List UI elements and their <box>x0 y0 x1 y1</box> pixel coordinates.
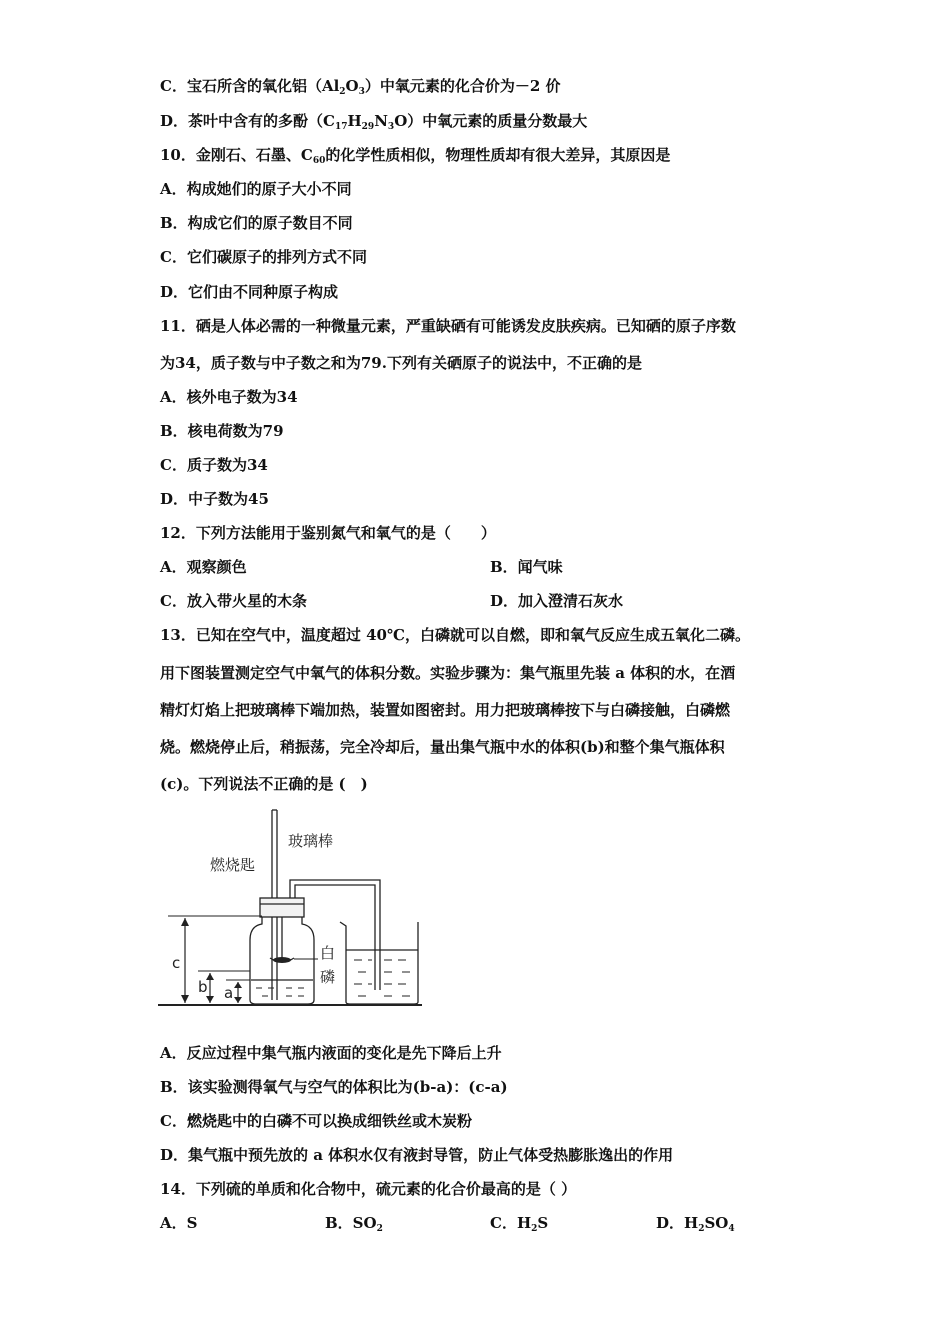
q14-stem: 14．下列硫的单质和化合物中，硫元素的化合价最高的是（ ） <box>160 1180 577 1198</box>
q13-stem-line5: (c)。下列说法不正确的是 ( ) <box>160 775 368 793</box>
q11-option-b: B．核电荷数为79 <box>160 422 284 440</box>
q13-stem-line3: 精灯灯焰上把玻璃棒下端加热，装置如图密封。用力把玻璃棒按下与白磷接触，白磷燃 <box>160 701 731 719</box>
label-burning-spoon: 燃烧匙 <box>210 856 256 874</box>
q9-option-d: D．茶叶中含有的多酚$(C_{17}H_{29}N_3O)$中氧元素的质量分数最大 <box>160 112 588 132</box>
q13-stem-line1: 13．已知在空气中，温度超过 40℃，白磷就可以自燃，即和氧气反应生成五氧化二磷。 <box>160 626 750 644</box>
label-a: a <box>224 984 234 1002</box>
q11-option-c: C．质子数为34 <box>160 456 268 474</box>
q11-stem-line1: 11．硒是人体必需的一种微量元素，严重缺硒有可能诱发皮肤疾病。已知硒的原子序数 <box>160 317 736 335</box>
label-white-phosphorus-2: 磷 <box>320 968 336 986</box>
q11-option-d: D．中子数为45 <box>160 490 269 508</box>
q10-option-d: D．它们由不同种原子构成 <box>160 283 339 301</box>
q13-option-d: D．集气瓶中预先放的 a 体积水仅有液封导管，防止气体受热膨胀逸出的作用 <box>160 1146 674 1164</box>
q12-stem: 12．下列方法能用于鉴别氮气和氧气的是（ ） <box>160 524 496 542</box>
apparatus-figure <box>150 800 440 1015</box>
label-b: b <box>198 978 208 996</box>
q10-stem: 10．金刚石、石墨、$C_{60}$的化学性质相似，物理性质却有很大差异，其原因是 <box>160 146 671 166</box>
q12-option-b: B．闻气味 <box>490 558 563 576</box>
q10-option-c: C．它们碳原子的排列方式不同 <box>160 248 367 266</box>
q13-option-a: A．反应过程中集气瓶内液面的变化是先下降后上升 <box>160 1044 502 1062</box>
label-white-phosphorus-1: 白 <box>320 944 336 962</box>
label-glass-rod: 玻璃棒 <box>288 832 334 850</box>
q14-option-d: D．$H_2SO_4$ <box>656 1214 735 1234</box>
q11-option-a: A．核外电子数为34 <box>160 388 298 406</box>
q10-option-b: B．构成它们的原子数目不同 <box>160 214 353 232</box>
q10-option-a: A．构成她们的原子大小不同 <box>160 180 352 198</box>
q13-stem-line4: 烧。燃烧停止后，稍振荡，完全冷却后，量出集气瓶中水的体积(b)和整个集气瓶体积 <box>160 738 725 756</box>
q14-option-a: A．S <box>160 1214 198 1232</box>
label-c: c <box>172 954 181 972</box>
q12-option-a: A．观察颜色 <box>160 558 247 576</box>
q11-stem-line2: 为34，质子数与中子数之和为79.下列有关硒原子的说法中，不正确的是 <box>160 354 642 372</box>
q12-option-c: C．放入带火星的木条 <box>160 592 307 610</box>
q13-option-c: C．燃烧匙中的白磷不可以换成细铁丝或木炭粉 <box>160 1112 472 1130</box>
q14-option-b: B．$SO_2$ <box>325 1214 383 1234</box>
q9-option-c: C．宝石所含的氧化铝$(Al_2O_3)$中氧元素的化合价为－2 价 <box>160 77 561 97</box>
q13-option-b: B．该实验测得氧气与空气的体积比为(b-a)：(c-a) <box>160 1078 508 1096</box>
q13-stem-line2: 用下图装置测定空气中氧气的体积分数。实验步骤为：集气瓶里先装 a 体积的水，在酒 <box>160 664 736 682</box>
q12-option-d: D．加入澄清石灰水 <box>490 592 624 610</box>
q14-option-c: C．$H_2S$ <box>490 1214 549 1234</box>
